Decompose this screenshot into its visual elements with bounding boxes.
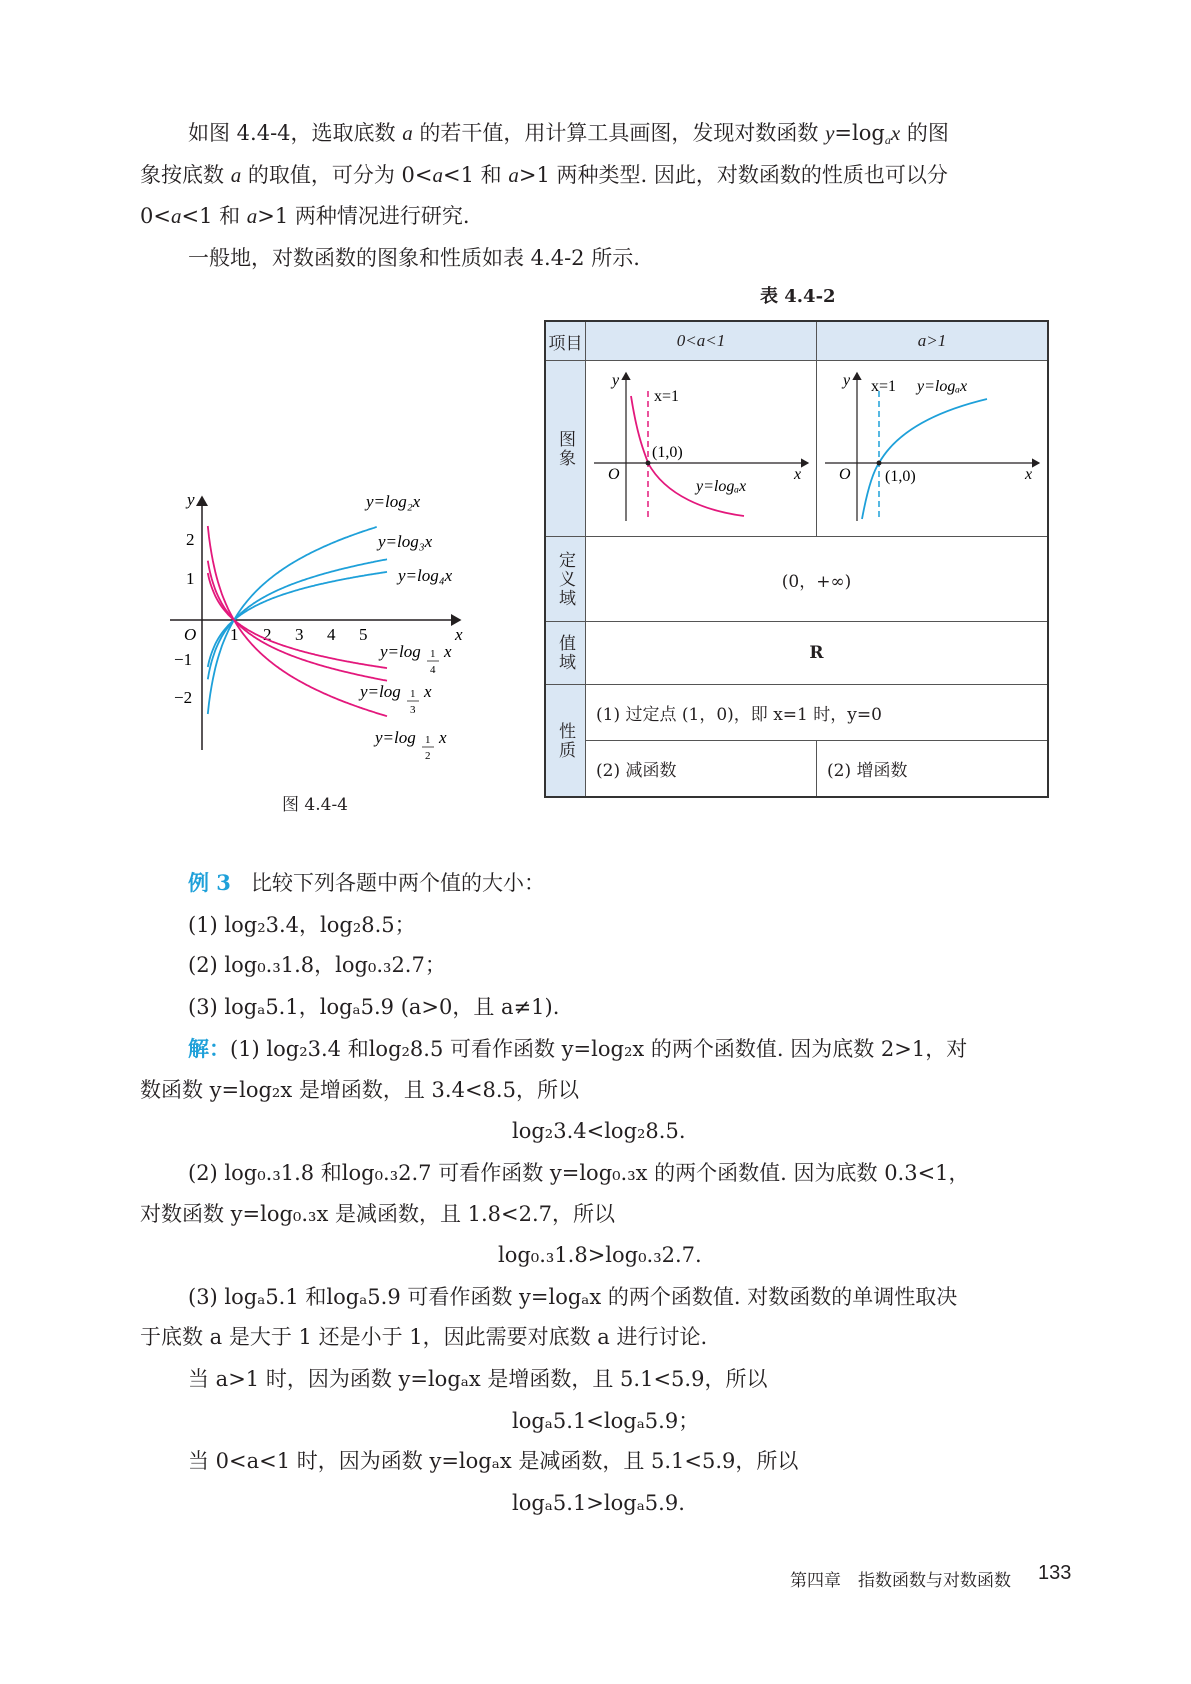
var-a: a — [884, 133, 891, 147]
row-label-props — [545, 685, 586, 798]
figure-caption: 图 4.4-4 — [282, 795, 348, 815]
graph-decreasing — [586, 361, 816, 531]
example-tag: 例 3 — [188, 870, 231, 895]
solution-3d: logₐ5.1<logₐ5.9； — [512, 1409, 700, 1433]
x-tick: 4 — [327, 625, 336, 644]
origin-label: O — [184, 625, 197, 644]
question-2: (2) log₀.₃1.8，log₀.₃2.7； — [188, 953, 446, 977]
range-row — [545, 622, 1048, 685]
label-x: x — [424, 682, 432, 701]
x-label: x — [1025, 466, 1033, 483]
frac-num: 1 — [425, 734, 431, 746]
intro-line-4: 一般地，对数函数的图象和性质如表 4.4-2 所示. — [188, 246, 640, 270]
frac-num: 1 — [410, 688, 416, 700]
properties-table — [544, 320, 1049, 798]
line-label: x=1 — [871, 378, 897, 395]
header-col-text: a>1 — [917, 331, 947, 350]
row-label-text: 图象 — [555, 429, 575, 468]
row-label-text: 性质 — [555, 721, 575, 760]
log-function-figure — [160, 485, 490, 785]
y-label: y — [612, 372, 620, 389]
page-number: 133 — [1038, 1562, 1072, 1584]
label-x: x — [444, 642, 452, 661]
x-tick: 2 — [263, 625, 272, 644]
solution-1b: 数函数 y=log₂x 是增函数，且 3.4<8.5，所以 — [140, 1078, 579, 1102]
text: 的取值，可分为 0< — [247, 163, 433, 187]
origin-label: O — [839, 466, 851, 483]
domain-row — [545, 537, 1048, 622]
curve-label: y=logₐx — [696, 478, 747, 495]
curve-label: y=logₐx — [917, 378, 968, 395]
text: >1 两种情况进行研究. — [257, 204, 470, 228]
graph-decreasing-cell — [586, 361, 817, 537]
var-a: a — [230, 163, 242, 187]
header-col-0-1 — [586, 321, 817, 361]
text: 如图 4.4-4，选取底数 — [188, 121, 396, 145]
var-x: x — [890, 121, 901, 145]
example-text: 比较下列各题中两个值的大小： — [250, 871, 545, 895]
var-y: y — [825, 121, 835, 145]
y-tick: −2 — [174, 688, 193, 707]
solution-tag: 解： — [188, 1036, 230, 1061]
prop-1: (1) 过定点 (1，0)，即 x=1 时，y=0 — [586, 685, 1049, 741]
line-label: x=1 — [654, 388, 680, 405]
y-tick: −1 — [174, 650, 193, 669]
var-a: a — [246, 204, 258, 228]
text: 的若干值，用计算工具画图，发现对数函数 — [419, 121, 819, 145]
solution-3b: 于底数 a 是大于 1 还是小于 1，因此需要对底数 a 进行讨论. — [140, 1325, 708, 1349]
y-ticks — [174, 530, 195, 707]
graph-increasing-cell — [817, 361, 1049, 537]
label-text: y=log — [380, 642, 421, 661]
prop-2-left: (2) 减函数 — [586, 741, 817, 798]
y-label: y — [843, 372, 851, 389]
point-label: (1,0) — [885, 468, 916, 485]
frac-den: 3 — [410, 704, 416, 716]
prop-2-right: (2) 增函数 — [817, 741, 1049, 798]
x-label: x — [794, 466, 802, 483]
table-title: 表 4.4-2 — [760, 286, 836, 307]
table-header-row — [545, 321, 1048, 361]
range-value: R — [586, 622, 1049, 685]
row-label-text: 值域 — [555, 634, 575, 672]
solution-2a: (2) log₀.₃1.8 和log₀.₃2.7 可看作函数 y=log₀.₃x 的两个函数值. 因为底数 0.3<1， — [188, 1161, 970, 1185]
fixed-point — [877, 461, 882, 466]
frac-den: 2 — [425, 750, 431, 762]
graph-increasing — [817, 361, 1047, 531]
solution-3e: 当 0<a<1 时，因为函数 y=logₐx 是减函数，且 5.1<5.9，所以 — [188, 1449, 799, 1473]
solution-2b: 对数函数 y=log₀.₃x 是减函数，且 1.8<2.7，所以 — [140, 1202, 616, 1226]
chapter-footer: 第四章 指数函数与对数函数 — [790, 1571, 1011, 1591]
row-label-graph — [545, 361, 586, 537]
solution-3c: 当 a>1 时，因为函数 y=logₐx 是增函数，且 5.1<5.9，所以 — [188, 1367, 768, 1391]
solution-1c: log₂3.4<log₂8.5. — [512, 1119, 686, 1143]
intro-line-1 — [188, 118, 949, 155]
axis-y-label: y — [187, 490, 195, 509]
point-label: (1,0) — [652, 444, 683, 461]
prop-row-1 — [545, 685, 1048, 741]
solution-2c: log₀.₃1.8>log₀.₃2.7. — [498, 1243, 702, 1267]
graph-row — [545, 361, 1048, 537]
frac-den: 4 — [430, 664, 436, 676]
label-log-half — [373, 728, 447, 762]
solution-3a: (3) logₐ5.1 和logₐ5.9 可看作函数 y=logₐx 的两个函数值. 对数函数的单调性取决 — [188, 1285, 958, 1309]
label-text: y=log — [375, 728, 416, 747]
intro-line-3 — [140, 201, 470, 231]
x-tick: 3 — [295, 625, 304, 644]
y-tick: 2 — [186, 530, 195, 549]
label-log2: y=log₂x — [366, 492, 421, 511]
text: 0< — [140, 204, 171, 228]
solution-1a — [188, 1034, 967, 1064]
fixed-point — [646, 461, 651, 466]
label-text: y=log — [360, 682, 401, 701]
row-label-domain — [545, 537, 586, 622]
text: <1 和 — [181, 204, 241, 228]
intro-line-2 — [140, 160, 948, 190]
prop-row-2 — [545, 741, 1048, 798]
solution-text: (1) log₂3.4 和log₂8.5 可看作函数 y=log₂x 的两个函数值. 因为底数 2>1，对 — [230, 1037, 968, 1061]
text: 象按底数 — [140, 163, 224, 187]
header-item: 项目 — [545, 321, 586, 361]
y-tick: 1 — [186, 569, 195, 588]
row-label-text: 定义域 — [555, 550, 575, 608]
label-log-quarter — [378, 642, 452, 676]
var-a: a — [432, 163, 444, 187]
origin-label: O — [608, 466, 620, 483]
question-3: (3) logₐ5.1，logₐ5.9 (a>0，且 a≠1). — [188, 995, 560, 1019]
increasing-curve — [862, 399, 987, 519]
header-col-text: 0<a<1 — [676, 331, 726, 350]
question-1: (1) log₂3.4，log₂8.5； — [188, 913, 416, 937]
x-tick: 5 — [359, 625, 368, 644]
var-a: a — [402, 121, 413, 145]
var-a: a — [170, 204, 182, 228]
frac-num: 1 — [430, 648, 436, 660]
text: >1 两种类型. 因此，对数函数的性质也可以分 — [518, 163, 948, 187]
header-col-gt-1 — [817, 321, 1049, 361]
example-title — [188, 868, 545, 898]
text: =log — [834, 121, 885, 145]
row-label-range — [545, 622, 586, 685]
solution-3f: logₐ5.1>logₐ5.9. — [512, 1491, 685, 1515]
label-log3: y=log₃x — [378, 532, 433, 551]
label-log4: y=log₄x — [398, 566, 453, 585]
var-a: a — [508, 163, 519, 187]
axis-x-label: x — [455, 625, 463, 644]
text: 的图 — [906, 121, 949, 145]
label-x: x — [439, 728, 447, 747]
domain-value: (0，+∞) — [586, 537, 1049, 622]
text: <1 和 — [443, 163, 502, 187]
x-tick: 1 — [230, 625, 239, 644]
